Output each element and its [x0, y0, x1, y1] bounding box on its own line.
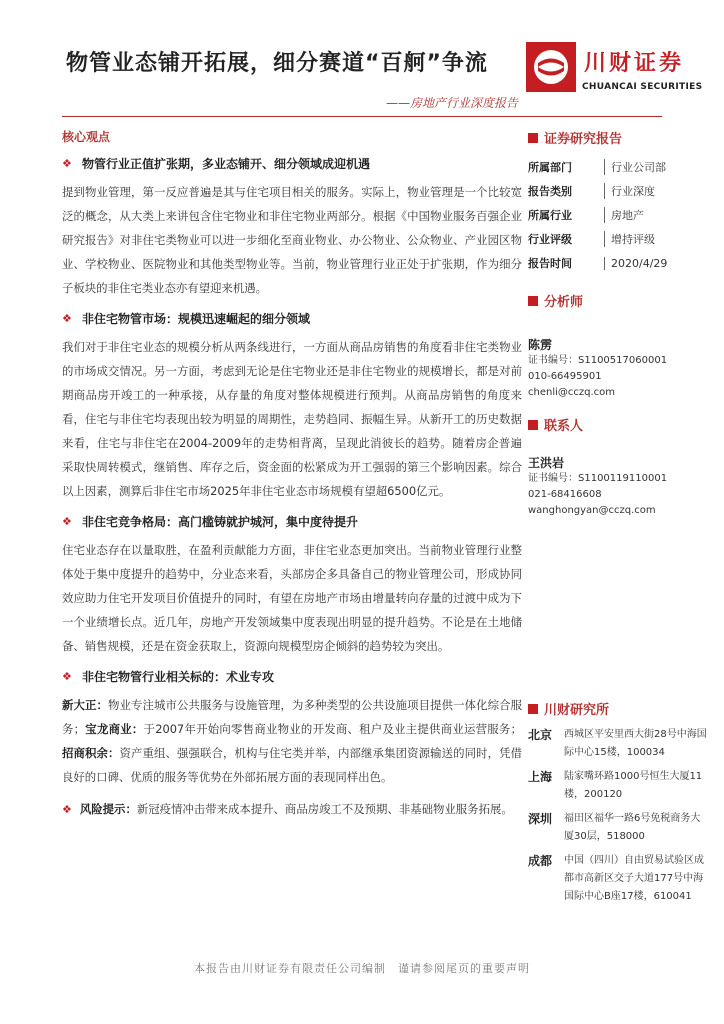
office-address: 上海 陆家嘴环路1000号恒生大厦11楼，200120	[528, 770, 703, 800]
square-bullet-icon	[528, 420, 538, 430]
header-divider	[62, 116, 662, 117]
company-name: 宝龙商业：	[85, 722, 144, 736]
diamond-bullet-icon: ❖	[62, 515, 72, 528]
point-body: 住宅业态存在以量取胜，在盈利贡献能力方面，非住宅业态更加突出。当前物业管理行业整体处于集中度提升的趋势中，分业态来看，头部房企多具备自己的物业管理公司，形成协同效应助力住宅开发项目价值提升的同时，有望在房地产市场由增量转向存量的过渡中成为下一个业绩增长点。近几年，房地产开发领域集中度表现出明显的提升趋势。不论是在土地储备、销售规模，还是在资金获取上，资源向规模型房企倾斜的趋势较为突出。	[62, 543, 522, 653]
diamond-bullet-icon: ❖	[62, 312, 72, 325]
analyst-name: 陈雳	[528, 338, 553, 352]
contact-phone: 021-68416608	[528, 489, 602, 500]
office-address: 深圳 福田区福华一路6号免税商务大厦30层，518000	[528, 812, 701, 842]
report-info-heading: 证券研究报告	[528, 128, 708, 147]
square-bullet-icon	[528, 133, 538, 143]
point-body: 提到物业管理，第一反应普遍是其与住宅项目相关的服务。实际上，物业管理是一个比较宽泛的概念，从大类上来讲包含住宅物业和非住宅物业两部分。根据《中国物业服务百强企业研究报告》对非住宅类物业可以进一步细化至商业物业、办公物业、公众物业、产业园区物业、学校物业、医院物业和其他类型物业等。当前，物业管理行业正处于扩张期，作为细分子板块的非住宅类业态亦有望迎来机遇。	[62, 185, 522, 295]
info-row: 所属部门 行业公司部	[528, 161, 666, 174]
square-bullet-icon	[528, 296, 538, 306]
diamond-bullet-icon: ❖	[62, 803, 72, 816]
core-views-heading: 核心观点	[62, 130, 111, 144]
footer-disclaimer: 本报告由川财证券有限责任公司编制 谨请参阅尾页的重要声明	[194, 962, 530, 975]
office-address: 成都 中国（四川）自由贸易试验区成都市高新区交子大道177号中海国际中心B座17楼，610041	[528, 854, 704, 902]
point-heading: ❖ 非住宅物管市场：规模迅速崛起的细分领域	[62, 312, 311, 326]
info-row: 报告时间 2020/4/29	[528, 256, 668, 270]
page-subtitle: ——房地产行业深度报告	[385, 96, 518, 110]
info-row: 所属行业 房地产	[528, 209, 644, 222]
diamond-bullet-icon: ❖	[62, 157, 72, 170]
diamond-bullet-icon: ❖	[62, 670, 72, 683]
brand-name-en: CHUANCAI SECURITIES	[582, 82, 703, 92]
info-row: 报告类别 行业深度	[528, 185, 655, 198]
analyst-phone: 010-66495901	[528, 371, 602, 382]
institute-heading: 川财研究所	[528, 699, 708, 718]
analyst-email[interactable]: chenli@cczq.com	[528, 387, 616, 398]
analyst-cert: 证书编号：S1100517060001	[528, 355, 668, 366]
office-address: 北京 西城区平安里西大街28号中海国际中心15楼，100034	[528, 728, 707, 758]
point-heading: ❖ 非住宅竞争格局：高门槛铸就护城河，集中度待提升	[62, 515, 359, 529]
square-bullet-icon	[528, 704, 538, 714]
point-heading: ❖ 非住宅物管行业相关标的：术业专攻	[62, 670, 275, 684]
contact-heading: 联系人	[528, 415, 708, 434]
company-name: 新大正：	[62, 698, 109, 712]
brand-logo-icon	[526, 42, 576, 92]
point-body: 我们对于非住宅业态的规模分析从两条线进行，一方面从商品房销售的角度看非住宅类物业的市场成交情况。另一方面，考虑到无论是住宅物业还是非住宅物业的规模增长，都是对前期商品房开竣工的一种承接，从存量的角度对整体规模进行预判。从商品房销售的角度来看，住宅与非住宅均表现出较为明显的周期性，走势趋同、振幅生异。从新开工的历史数据来看，住宅与非住宅在2004-2009年的走势相背离，呈现此消彼长的趋势。随着房企普遍采取快周转模式，继销售、库存之后，资金面的松紧成为开工强弱的第三个影响因素。综合以上因素，测算后非住宅市场2025年非住宅业态市场规模有望超6500亿元。	[62, 340, 522, 498]
point-body: 新大正：物业专注城市公共服务与设施管理，为多种类型的公共设施项目提供一体化综合服务；宝龙商业：于2007年开始向零售商业物业的开发商、租户及业主提供商业运营服务；招商积余：资产重组、强强联合，机构与住宅类并举，内部继承集团资源输送的同时，凭借良好的口碑、优质的服务等优势在外部拓展方面的表现同样出色。	[62, 698, 522, 784]
contact-name: 王洪岩	[528, 456, 565, 470]
brand-name-cn: 川财证券	[584, 51, 685, 76]
info-row: 行业评级 增持评级	[528, 233, 655, 246]
page-title: 物管业态铺开拓展，细分赛道“百舸”争流	[66, 51, 488, 76]
contact-cert: 证书编号：S1100119110001	[528, 473, 668, 484]
sidebar	[528, 128, 708, 912]
analyst-heading: 分析师	[528, 291, 708, 310]
risk-warning: ❖ 风险提示：新冠疫情冲击带来成本提升、商品房竣工不及预期、非基础物业服务拓展。	[62, 802, 513, 816]
point-heading: ❖ 物管行业正值扩张期，多业态铺开、细分领域成迎机遇	[62, 157, 371, 171]
contact-email[interactable]: wanghongyan@cczq.com	[528, 505, 656, 516]
main-content	[62, 128, 522, 822]
company-name: 招商积余：	[62, 746, 120, 760]
